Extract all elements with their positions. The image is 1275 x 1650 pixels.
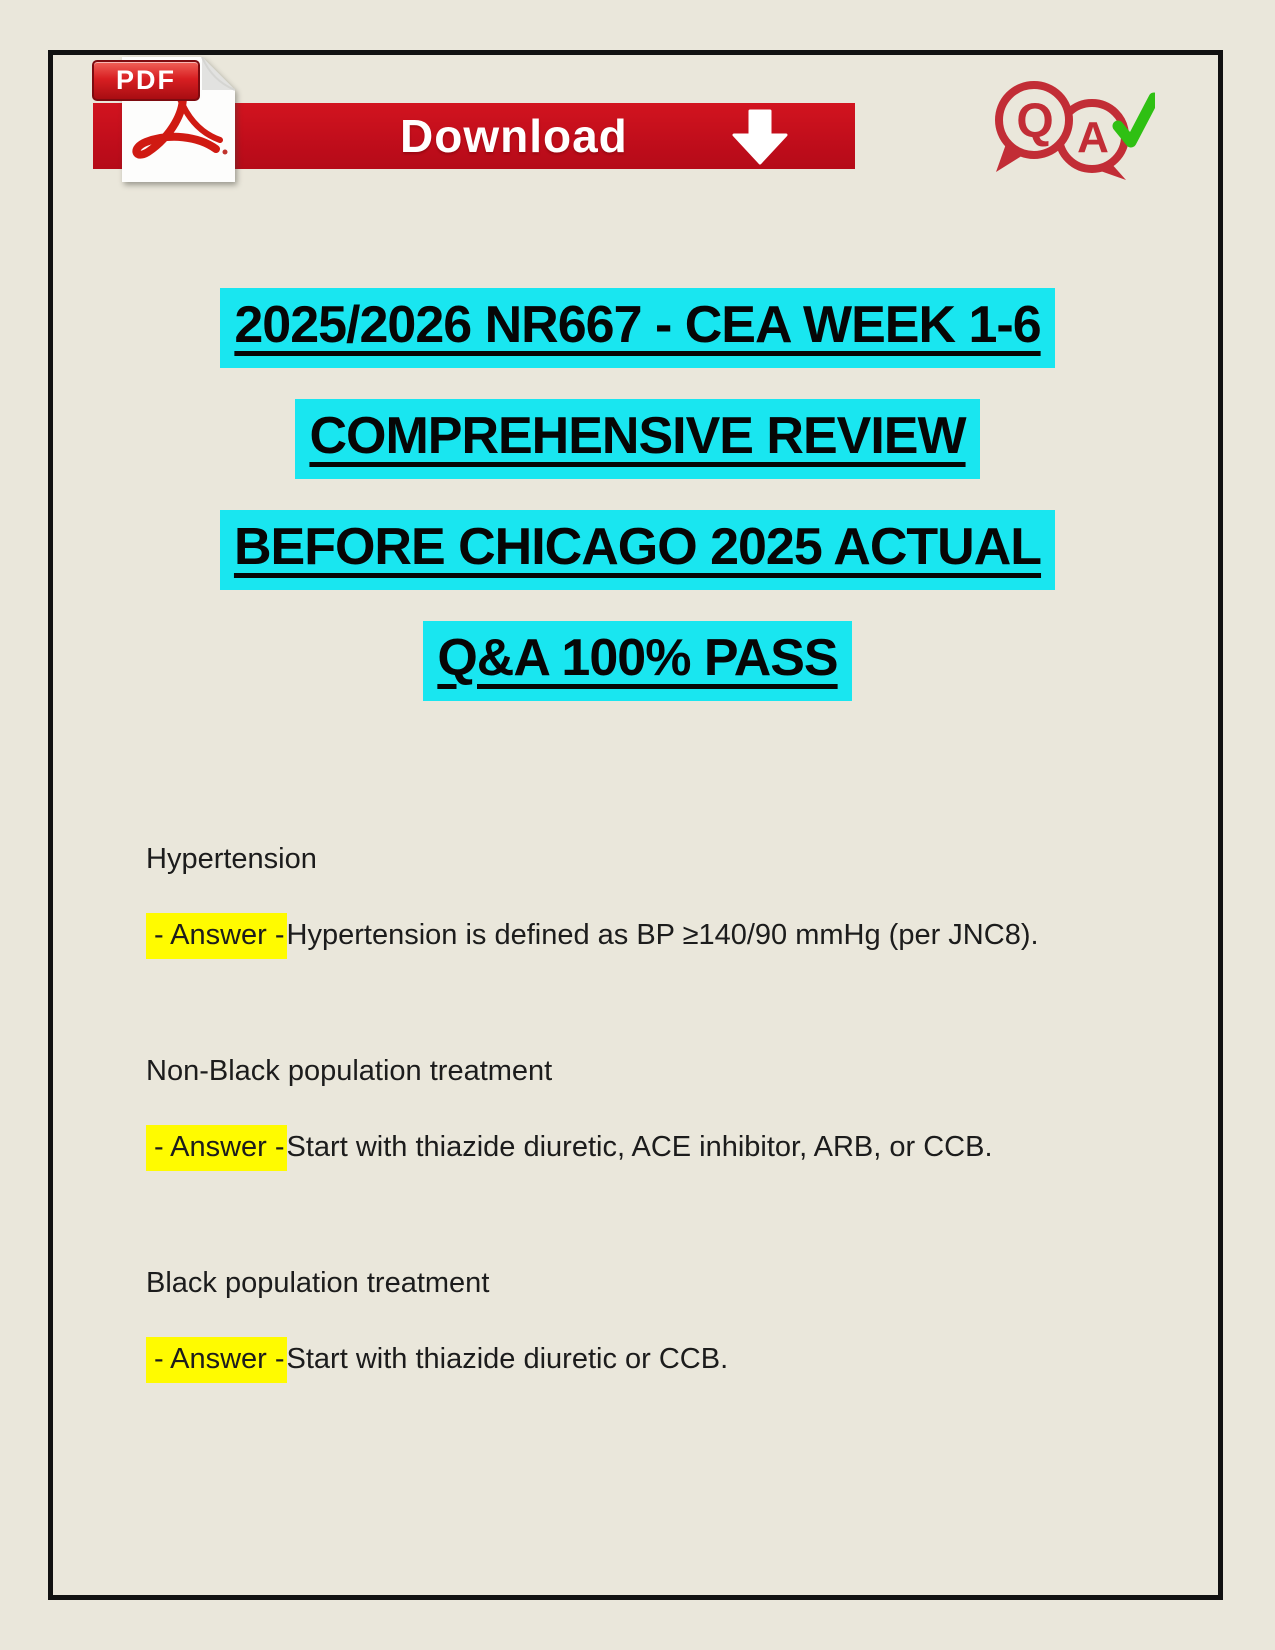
svg-text:A: A [1077,113,1109,162]
document-title [0,288,1275,732]
title-line-3: BEFORE CHICAGO 2025 ACTUAL [0,510,1275,590]
answer-line [146,913,1106,958]
question-text: Black population treatment [146,1266,490,1299]
download-button-label[interactable]: Download [400,110,628,162]
svg-text:Q: Q [1016,95,1054,148]
answer-prefix-highlight: - Answer - [146,1337,287,1383]
download-arrow-icon[interactable] [728,109,792,165]
title-line-2: COMPREHENSIVE REVIEW [0,399,1275,479]
answer-text: Hypertension is defined as BP ≥140/90 mmHg (per JNC8). [286,919,1039,951]
answer-line [146,1337,1106,1382]
answer-text: Start with thiazide diuretic, ACE inhibitor, ARB, or CCB. [286,1130,993,1163]
answer-line [146,1125,1106,1170]
answer-text: Start with thiazide diuretic or CCB. [286,1342,729,1375]
qa-logo [980,78,1155,182]
title-line-1: 2025/2026 NR667 - CEA WEEK 1-6 [0,288,1275,368]
qa-content [146,843,1106,1479]
question-text: Non-Black population treatment [146,1054,553,1087]
question-text: Hypertension [146,843,317,875]
answer-prefix-highlight: - Answer - [146,1125,287,1171]
answer-prefix-highlight: - Answer - [146,913,287,959]
title-line-4: Q&A 100% PASS [0,621,1275,701]
pdf-badge: PDF [92,60,200,101]
